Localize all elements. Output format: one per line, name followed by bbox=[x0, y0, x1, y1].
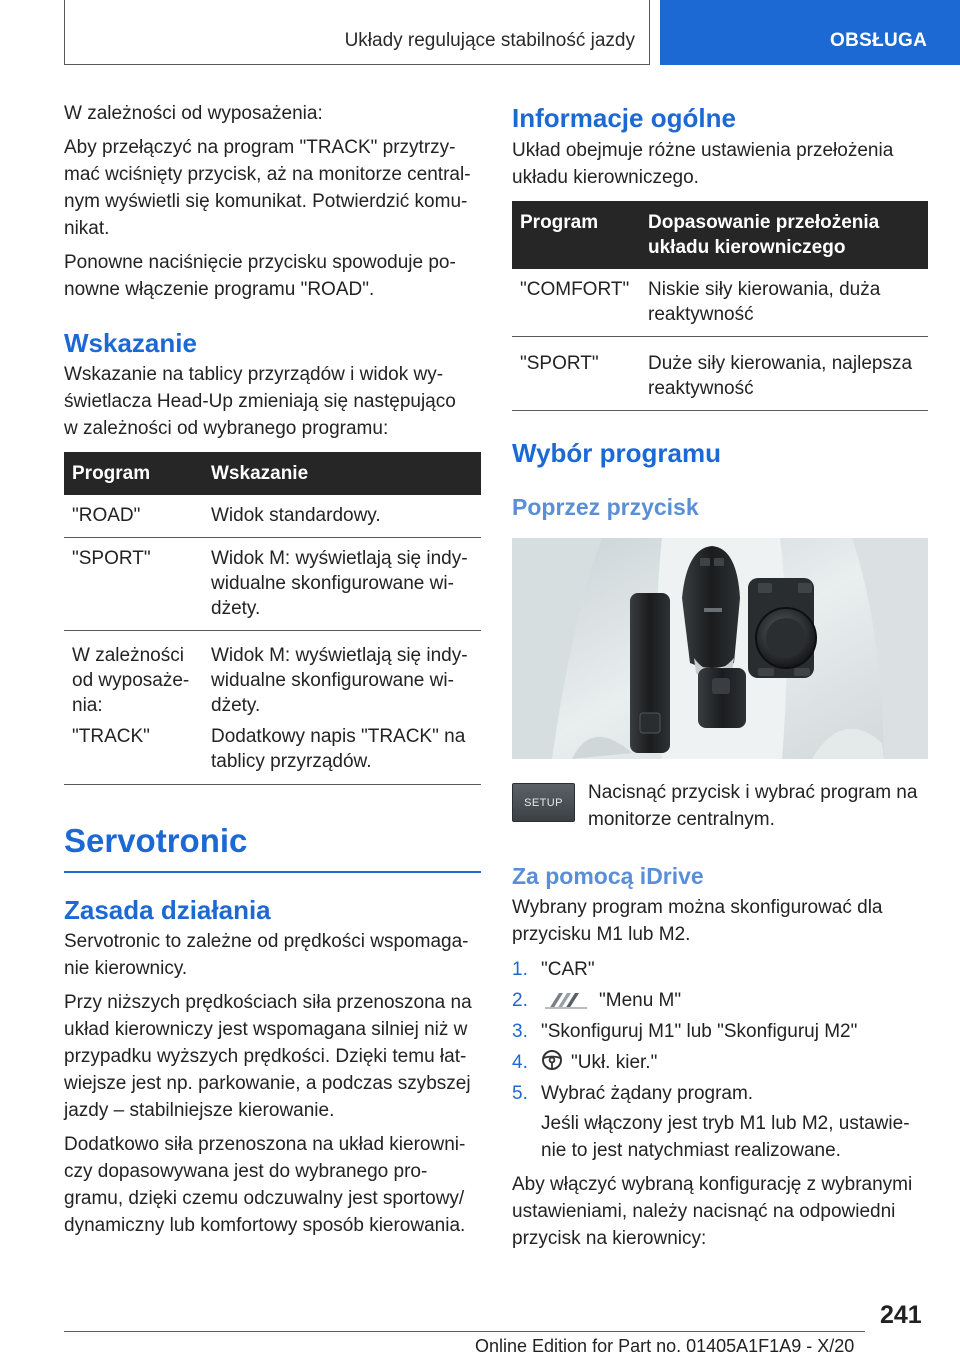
heading-wskazanie: Wskazanie bbox=[64, 328, 197, 358]
steering-wheel-icon bbox=[541, 1049, 563, 1071]
paragraph: Wybrany program można skonfigurować dla przycisku M1 lub M2. bbox=[512, 897, 883, 945]
table-header-row bbox=[512, 201, 928, 269]
table-cell: Duże siły kierowania, najlepsza reaktywność bbox=[640, 337, 928, 411]
table-header-cell: Dopasowanie przełożenia układu kierowniczego bbox=[640, 201, 928, 269]
paragraph: Aby przełączyć na program "TRACK" przytrzy- mać wciśnięty przycisk, aż na monitorze central- nym wyświetli się komunikat. Potwierdzić komu- nikat. bbox=[64, 137, 471, 239]
table-header-cell: Wskazanie bbox=[203, 452, 481, 495]
table-cell: Niskie siły kierowania, duża reaktywność bbox=[640, 269, 928, 337]
m-logo-icon bbox=[541, 989, 591, 1013]
table-cell: Widok standardowy. bbox=[203, 495, 481, 538]
header-section-box bbox=[64, 0, 650, 65]
table-row bbox=[64, 631, 481, 719]
heading-servotronic: Servotronic bbox=[64, 822, 248, 859]
table-row bbox=[512, 269, 928, 337]
paragraph: Układ obejmuje różne ustawienia przełożenia układu kierowniczego. bbox=[512, 140, 894, 188]
list-item: 4. "Ukł. kier." bbox=[512, 1049, 928, 1076]
step-continuation: Jeśli włączony jest tryb M1 lub M2, ustawie- nie to jest natychmiast realizowane. bbox=[541, 1113, 910, 1161]
paragraph: Ponowne naciśnięcie przycisku spowoduje po- nowne włączenie programu "ROAD". bbox=[64, 252, 456, 300]
table-header-row bbox=[64, 452, 481, 495]
table-cell: Dodatkowy napis "TRACK" na tablicy przyrządów. bbox=[203, 718, 481, 785]
table-cell: "COMFORT" bbox=[512, 269, 640, 337]
left-column bbox=[64, 100, 481, 1246]
table-row bbox=[64, 538, 481, 631]
setup-button-icon: SETUP bbox=[512, 783, 575, 822]
heading-informacje: Informacje ogólne bbox=[512, 103, 736, 133]
heading-przycisk: Poprzez przycisk bbox=[512, 494, 699, 520]
paragraph: Dodatkowo siła przenoszona na układ kierowni- czy dopasowywana jest do wybranego pro- gramu, dzięki czemu odczuwalny jest sportowy/ dynamiczny lub komfortowy sposób kierowania. bbox=[64, 1134, 466, 1236]
table-row bbox=[64, 718, 481, 785]
section-title: Układy regulujące stabilność jazdy bbox=[344, 30, 635, 51]
list-item: 5. Wybrać żądany program. bbox=[512, 1083, 754, 1104]
table-header-cell: Program bbox=[64, 452, 203, 495]
center-console-illustration bbox=[512, 538, 928, 759]
list-item: 1. "CAR" bbox=[512, 959, 595, 980]
paragraph: Servotronic to zależne od prędkości wspomaga- nie kierownicy. bbox=[64, 931, 469, 979]
table-cell: Widok M: wyświetlają się indy- widualne skonfigurowane wi- dżety. bbox=[211, 645, 468, 716]
table-cell: Widok M: wyświetlają się indy- widualne skonfigurowane wi- dżety. bbox=[203, 538, 481, 631]
chapter-tab-label: OBSŁUGA bbox=[830, 30, 928, 51]
table-row bbox=[512, 337, 928, 411]
table-cell: "SPORT" bbox=[64, 538, 203, 631]
table-cell: "TRACK" bbox=[64, 718, 203, 785]
paragraph: W zależności od wyposażenia: bbox=[64, 103, 323, 124]
edition-text: Online Edition for Part no. 01405A1F1A9 - X/20 bbox=[475, 1336, 855, 1356]
chapter-tab bbox=[660, 0, 960, 65]
list-item: 3. "Skonfiguruj M1" lub "Skonfiguruj M2" bbox=[512, 1021, 858, 1042]
steering-table bbox=[512, 201, 928, 411]
table-header-cell: Program bbox=[512, 201, 640, 269]
steps-list bbox=[512, 956, 928, 1107]
center-console-photo bbox=[512, 538, 928, 759]
table-cell: W zależności od wyposaże- nia: bbox=[72, 645, 190, 716]
heading-idrive: Za pomocą iDrive bbox=[512, 863, 704, 889]
setup-instruction-text: Nacisnąć przycisk i wybrać program na monitorze centralnym. bbox=[588, 782, 918, 830]
heading-zasada: Zasada działania bbox=[64, 895, 271, 925]
paragraph: Wskazanie na tablicy przyrządów i widok wy- świetlacza Head-Up zmieniają się następująco w zależności od wybranego programu: bbox=[64, 364, 456, 439]
paragraph: Aby włączyć wybraną konfigurację z wybranymi ustawieniami, należy nacisnąć na odpowiedni przycisk na kierownicy: bbox=[512, 1174, 913, 1249]
table-cell: "ROAD" bbox=[64, 495, 203, 538]
paragraph: Przy niższych prędkościach siła przenoszona na układ kierowniczy jest wspomagana silniej niż w przypadku wyższych prędkości. Dzięki temu łat- wiejsze jest np. parkowanie, a podczas szybszej jazdy – stabilniejsze kierowanie. bbox=[64, 992, 472, 1121]
display-table bbox=[64, 452, 481, 785]
heading-rule bbox=[64, 871, 481, 873]
right-column bbox=[512, 100, 928, 1259]
table-cell: "SPORT" bbox=[512, 337, 640, 411]
setup-instruction bbox=[512, 779, 928, 833]
list-item: 2. "Menu M" bbox=[512, 990, 682, 1011]
page-number: 241 bbox=[880, 1301, 922, 1329]
heading-wybor: Wybór programu bbox=[512, 438, 721, 468]
footer-rule bbox=[64, 1331, 865, 1332]
table-row bbox=[64, 495, 481, 538]
